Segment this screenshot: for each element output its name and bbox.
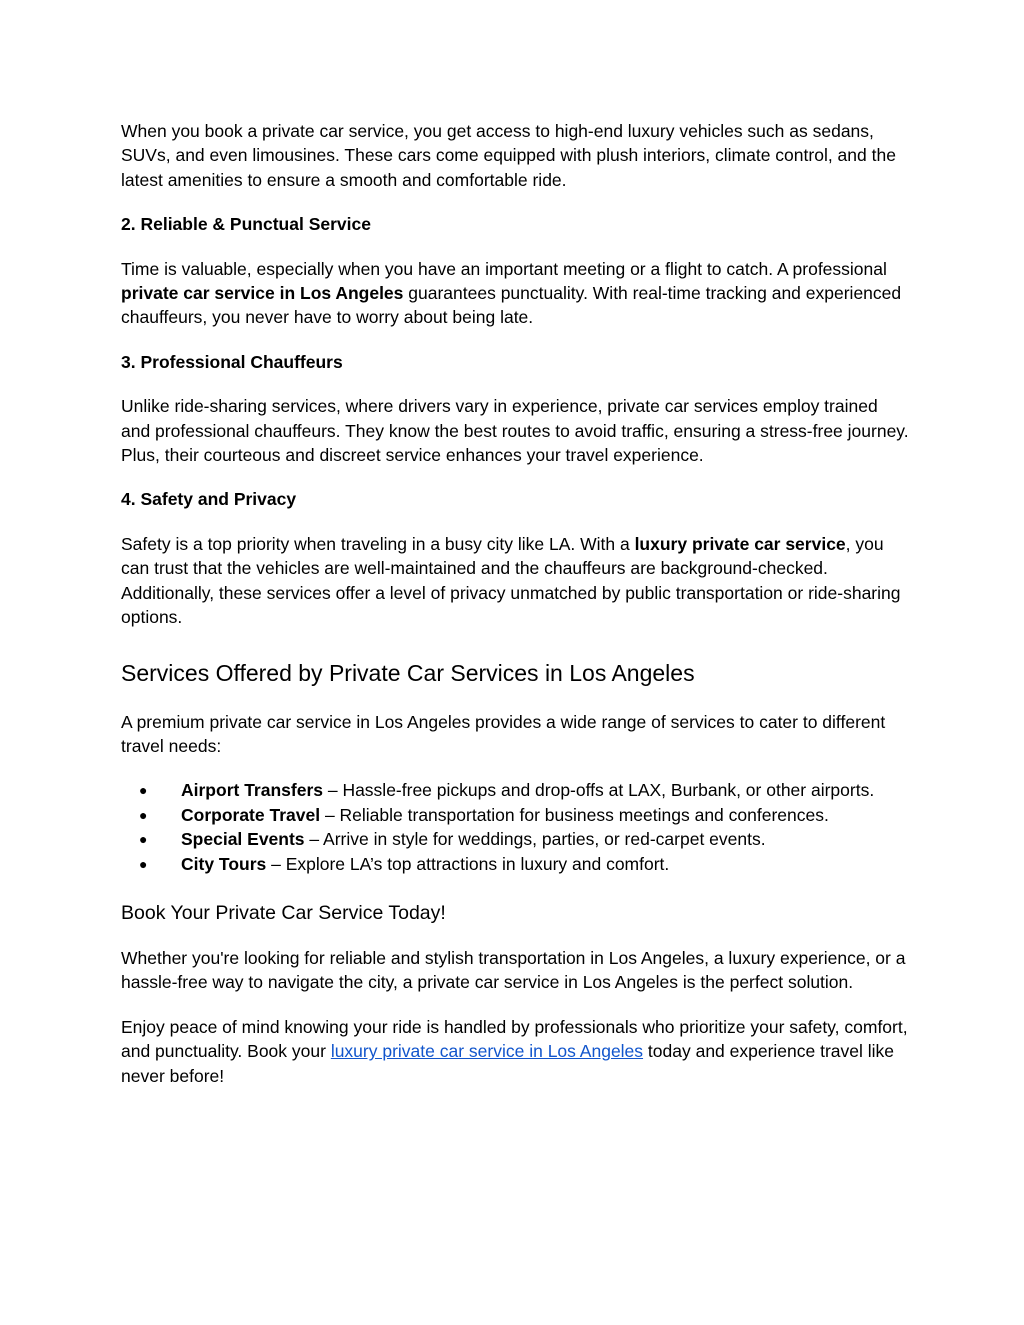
list-item-desc: – Arrive in style for weddings, parties, or red-carpet events. [304, 829, 766, 850]
safety-paragraph [121, 532, 911, 630]
section-heading-reliable [121, 212, 911, 236]
book-paragraph-1: Whether you're looking for reliable and stylish transportation in Los Angeles, a luxury experience, or a hassle-free way to navigate the city, a private car service in Los Angeles is the perfect solution. [121, 947, 906, 993]
list-item-title: Special Events [181, 829, 305, 850]
bullet-icon: ● [139, 782, 148, 799]
list-item [121, 827, 911, 851]
list-item-title: Corporate Travel [181, 804, 321, 825]
luxury-service-link[interactable]: luxury private car service in Los Angeles [330, 1041, 644, 1062]
book-text-after: today and experience travel like never before! [121, 1041, 895, 1086]
reliable-bold-phrase: private car service in Los Angeles [121, 283, 404, 304]
section-heading-chauffeurs [121, 350, 911, 374]
bullet-icon: ● [139, 831, 148, 848]
section-heading-safety [121, 487, 911, 511]
list-item [121, 803, 911, 827]
reliable-paragraph [121, 257, 911, 330]
services-heading: Services Offered by Private Car Services in Los Angeles [121, 659, 695, 686]
safety-text-before: Safety is a top priority when traveling in a busy city like LA. With a [121, 533, 635, 554]
section-heading-chauffeurs-text: 3. Professional Chauffeurs [121, 351, 343, 372]
list-item [121, 852, 911, 876]
list-item-desc: – Hassle-free pickups and drop-offs at LAX, Burbank, or other airports. [322, 780, 875, 801]
reliable-text-after: guarantees punctuality. With real-time tracking and experienced chauffeurs, you never have to worry about being late. [121, 283, 902, 328]
list-item-desc: – Explore LA’s top attractions in luxury and comfort. [266, 853, 670, 874]
intro-paragraph: When you book a private car service, you get access to high-end luxury vehicles such as sedans, SUVs, and even limousines. These cars come equipped with plush interiors, climate control, and the latest amenities to ensure a smooth and comfortable ride. [121, 121, 896, 190]
reliable-text-before: Time is valuable, especially when you have an important meeting or a flight to catch. A professional [121, 258, 887, 279]
list-item-desc: – Reliable transportation for business meetings and conferences. [320, 804, 829, 825]
list-item-title: Airport Transfers [181, 780, 323, 801]
book-heading: Book Your Private Car Service Today! [121, 901, 446, 924]
list-item [121, 778, 911, 802]
bullet-icon: ● [139, 855, 148, 872]
book-text-before: Enjoy peace of mind knowing your ride is handled by professionals who prioritize your safety, comfort, and punctuality. Book your [121, 1016, 908, 1062]
safety-bold-phrase: luxury private car service [634, 533, 846, 554]
chauffeurs-paragraph: Unlike ride-sharing services, where drivers vary in experience, private car services employ trained and professional chauffeurs. They know the best routes to avoid traffic, ensuring a stress-free journey. Plus, their courteous and discreet service enhances your travel experience. [121, 396, 909, 466]
book-paragraph-2 [121, 1015, 911, 1088]
safety-text-after: , you can trust that the vehicles are well-maintained and the chauffeurs are background-checked. Additionally, these services offer a level of privacy unmatched by public transportation or ride-sharing options. [121, 533, 901, 628]
list-item-title: City Tours [181, 853, 267, 874]
bullet-icon: ● [139, 806, 148, 823]
section-heading-reliable-text: 2. Reliable & Punctual Service [121, 214, 371, 235]
section-heading-safety-text: 4. Safety and Privacy [121, 489, 297, 510]
document-page [121, 119, 911, 1088]
services-intro: A premium private car service in Los Angeles provides a wide range of services to cater to different travel needs: [121, 711, 886, 756]
services-list [121, 778, 911, 876]
